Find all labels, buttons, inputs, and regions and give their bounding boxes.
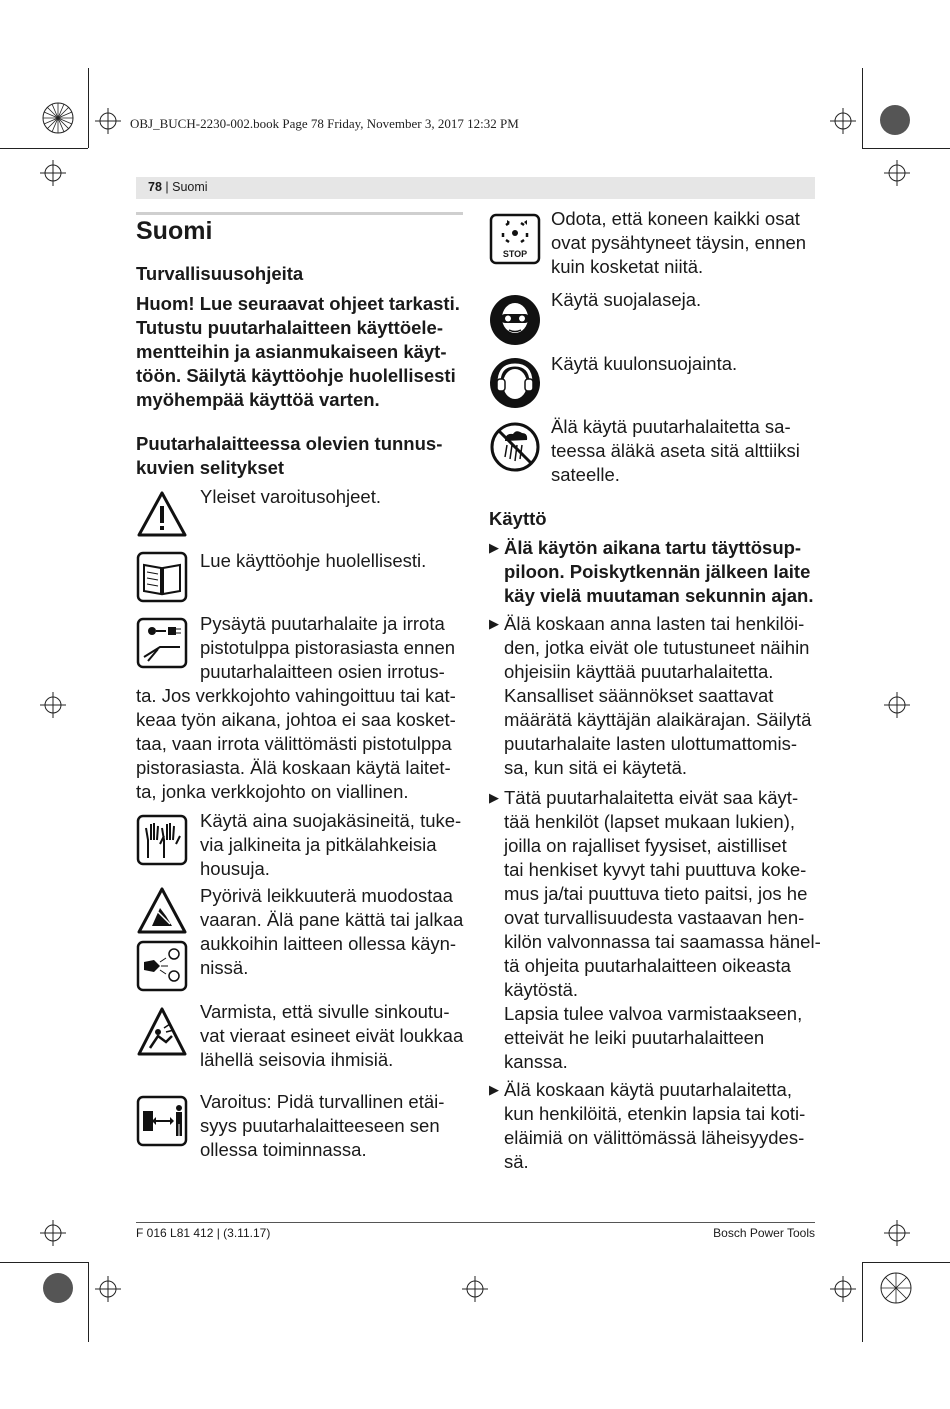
text-line: Älä käytä puutarhalaitetta sa- bbox=[551, 416, 791, 437]
gloves-icon bbox=[136, 814, 188, 866]
crop-line-top-right-h bbox=[862, 148, 950, 149]
text-line: ohjeisiin käyttää puutarhalaitetta. bbox=[504, 661, 774, 682]
bullet-marker: ▶ bbox=[489, 790, 499, 805]
use-heading: Käyttö bbox=[489, 508, 547, 529]
text-line: Käytä aina suojakäsineitä, tuke- bbox=[200, 810, 462, 831]
text-line: sä. bbox=[504, 1151, 529, 1172]
text-line: Älä käytön aikana tartu täyttösup- bbox=[504, 537, 802, 558]
sym-thrown-text bbox=[200, 1000, 465, 1072]
crop-line-bottom-right-v bbox=[862, 1262, 863, 1342]
text-line: pistotulppa pistorasiasta ennen bbox=[200, 637, 456, 658]
running-head: 78 | Suomi bbox=[136, 177, 815, 199]
text-line: kun henkilöitä, etenkin lapsia tai koti- bbox=[504, 1103, 806, 1124]
registration-mark-top-left bbox=[40, 100, 76, 136]
bullet-4-text bbox=[504, 1078, 824, 1174]
text-line: ta, jonka verkkojohto on viallinen. bbox=[136, 781, 409, 802]
text-line: keaa työn aikana, johtoa ei saa kosket- bbox=[136, 709, 456, 730]
symbols-heading-line: kuvien selitykset bbox=[136, 457, 285, 478]
bullet-2-text bbox=[504, 612, 824, 780]
text-line: puutarhalaite lasten ulottumattomis- bbox=[504, 733, 798, 754]
text-line: ovat pysähtyneet täysin, ennen bbox=[551, 232, 807, 253]
sym-unplug-continuation bbox=[136, 684, 466, 804]
sym-gloves-text bbox=[200, 809, 465, 881]
bullet-marker: ▶ bbox=[489, 1082, 499, 1097]
running-section: Suomi bbox=[172, 180, 208, 194]
crosshair-mark-8 bbox=[884, 1220, 910, 1246]
sym-goggles-text bbox=[551, 288, 701, 312]
sym-ear-text bbox=[551, 352, 737, 376]
intro-line: myöhempää käyttöä varten. bbox=[136, 389, 380, 410]
crosshair-mark-11 bbox=[830, 1276, 856, 1302]
crosshair-mark-4 bbox=[884, 160, 910, 186]
intro-line: mentteihin ja asianmukaiseen käyt- bbox=[136, 341, 447, 362]
blade-hand-icon bbox=[136, 940, 188, 992]
warning-triangle-icon bbox=[136, 490, 188, 538]
crop-line-top-left-h bbox=[0, 148, 88, 149]
sym-unplug-text bbox=[200, 612, 465, 684]
crosshair-mark-6 bbox=[884, 692, 910, 718]
text-line: eläimiä on välittömässä läheisyydes- bbox=[504, 1127, 805, 1148]
unplug-icon bbox=[136, 617, 188, 669]
text-line: Varoitus: Pidä turvallinen etäi- bbox=[200, 1091, 445, 1112]
text-line: nissä. bbox=[200, 957, 249, 978]
footer-rule bbox=[136, 1222, 815, 1223]
symbols-heading bbox=[136, 432, 466, 480]
text-line: lähellä seisovia ihmisiä. bbox=[200, 1049, 394, 1070]
intro-line: Huom! Lue seuraavat ohjeet tarkasti. bbox=[136, 293, 460, 314]
text-line: puutarhalaitteen osien irrotus- bbox=[200, 661, 445, 682]
text-line: Yleiset varoitusohjeet. bbox=[200, 486, 381, 507]
crosshair-mark-7 bbox=[40, 1220, 66, 1246]
text-line: määrätä käyttäjän alaikärajan. Säilytä bbox=[504, 709, 812, 730]
crop-line-bottom-left-v bbox=[88, 1262, 89, 1342]
intro-line: töön. Säilytä käyttöohje huolellisesti bbox=[136, 365, 456, 386]
text-line: Tätä puutarhalaitetta eivät saa käyt- bbox=[504, 787, 799, 808]
crosshair-mark-9 bbox=[95, 1276, 121, 1302]
text-line: Älä koskaan käytä puutarhalaitetta, bbox=[504, 1079, 792, 1100]
text-line: Pysäytä puutarhalaite ja irrota bbox=[200, 613, 445, 634]
text-line: pistorasiasta. Älä koskaan käytä laitet- bbox=[136, 757, 451, 778]
bullet-1-text bbox=[504, 536, 824, 608]
intro-line: Tutustu puutarhalaitteen käyttöele- bbox=[136, 317, 443, 338]
text-line: ovat turvallisuudesta vastaavan hen- bbox=[504, 907, 805, 928]
text-line: sa, kun sitä ei käytetä. bbox=[504, 757, 688, 778]
bullet-marker: ▶ bbox=[489, 540, 499, 555]
ear-protection-icon bbox=[489, 357, 541, 409]
sym-rain-text bbox=[551, 415, 816, 487]
crop-line-bottom-left-h bbox=[0, 1262, 88, 1263]
footer-brand: Bosch Power Tools bbox=[713, 1226, 815, 1240]
text-line: Älä koskaan anna lasten tai henkilöi- bbox=[504, 613, 805, 634]
text-line: ta. Jos verkkojohto vahingoittuu tai kat- bbox=[136, 685, 456, 706]
text-line: Varmista, että sivulle sinkoutu- bbox=[200, 1001, 450, 1022]
text-line: käy vielä muutaman sekunnin ajan. bbox=[504, 585, 814, 606]
text-line: via jalkineita ja pitkälahkeisia bbox=[200, 834, 437, 855]
sym-distance-text bbox=[200, 1090, 465, 1162]
registration-mark-bottom-left bbox=[40, 1270, 76, 1306]
safe-distance-icon bbox=[136, 1095, 188, 1147]
crosshair-mark-1 bbox=[95, 108, 121, 134]
symbols-heading-line: Puutarhalaitteessa olevien tunnus- bbox=[136, 433, 443, 454]
sym-manual-text bbox=[200, 549, 426, 573]
text-line: kuin kosketat niitä. bbox=[551, 256, 704, 277]
print-header: OBJ_BUCH-2230-002.book Page 78 Friday, November 3, 2017 12:32 PM bbox=[130, 116, 519, 131]
text-line: mus ja/tai puuttuva tieto paitsi, jos he bbox=[504, 883, 808, 904]
text-line: housuja. bbox=[200, 858, 270, 879]
text-line: ollessa toiminnassa. bbox=[200, 1139, 367, 1160]
crop-line-top-right-v bbox=[862, 68, 863, 148]
page-title: Suomi bbox=[136, 217, 213, 245]
bullet-3-text bbox=[504, 786, 824, 1074]
text-line: syys puutarhalaitteeseen sen bbox=[200, 1115, 440, 1136]
text-line: Kansalliset säännökset saattavat bbox=[504, 685, 774, 706]
manual-book-icon bbox=[136, 551, 188, 603]
text-line: piloon. Poiskytkennän jälkeen laite bbox=[504, 561, 811, 582]
text-line: taa, vaan irrota välittömästi pistotulppa bbox=[136, 733, 452, 754]
text-line: etteivät he leiki puutarhalaitteen bbox=[504, 1027, 765, 1048]
page-number: 78 bbox=[148, 180, 162, 194]
stop-label: STOP bbox=[502, 249, 528, 259]
text-line: Odota, että koneen kaikki osat bbox=[551, 208, 800, 229]
text-line: den, jotka eivät ole tutustuneet näihin bbox=[504, 637, 810, 658]
registration-mark-top-right bbox=[878, 103, 912, 137]
text-line: kanssa. bbox=[504, 1051, 568, 1072]
bullet-marker: ▶ bbox=[489, 616, 499, 631]
footer-doc-number: F 016 L81 412 | (3.11.17) bbox=[136, 1226, 271, 1240]
text-line: vat vieraat esineet eivät loukkaa bbox=[200, 1025, 464, 1046]
stop-wait-icon bbox=[489, 213, 541, 265]
crosshair-mark-5 bbox=[40, 692, 66, 718]
rotating-blade-warning-icon bbox=[136, 886, 188, 936]
intro-paragraph bbox=[136, 292, 466, 412]
text-line: tai henkiset kyvyt tahi puuttuva koke- bbox=[504, 859, 807, 880]
text-line: Lue käyttöohje huolellisesti. bbox=[200, 550, 427, 571]
sym-blade-text bbox=[200, 884, 465, 980]
text-line: Käytä kuulonsuojainta. bbox=[551, 353, 738, 374]
text-line: kilön valvonnassa tai saamassa hänel- bbox=[504, 931, 821, 952]
safety-goggles-icon bbox=[489, 294, 541, 346]
crosshair-mark-2 bbox=[830, 108, 856, 134]
text-line: käytöstä. bbox=[504, 979, 579, 1000]
crosshair-mark-10 bbox=[462, 1276, 488, 1302]
text-line: sateelle. bbox=[551, 464, 620, 485]
crop-line-bottom-right-h bbox=[862, 1262, 950, 1263]
no-rain-icon bbox=[489, 421, 541, 473]
text-line: tää henkilöt (lapset mukaan lukien), bbox=[504, 811, 796, 832]
crop-line-top-left-v bbox=[88, 68, 89, 148]
crosshair-mark-3 bbox=[40, 160, 66, 186]
section-rule bbox=[136, 212, 463, 215]
text-line: joilla on rajalliset fyysiset, aistilliset bbox=[504, 835, 787, 856]
text-line: Lapsia tulee valvoa varmistaakseen, bbox=[504, 1003, 803, 1024]
registration-mark-bottom-right bbox=[878, 1270, 914, 1306]
text-line: aukkoihin laitteen ollessa käyn- bbox=[200, 933, 457, 954]
text-line: vaaran. Älä pane kättä tai jalkaa bbox=[200, 909, 464, 930]
text-line: teessa äläkä aseta sitä alttiiksi bbox=[551, 440, 800, 461]
sym-stop-text bbox=[551, 207, 816, 279]
safety-heading: Turvallisuusohjeita bbox=[136, 263, 304, 284]
thrown-objects-warning-icon bbox=[136, 1006, 188, 1058]
text-line: Pyörivä leikkuuterä muodostaa bbox=[200, 885, 453, 906]
text-line: tä ohjeita puutarhalaitteen oikeasta bbox=[504, 955, 791, 976]
sym-general-text bbox=[200, 485, 381, 509]
text-line: Käytä suojalaseja. bbox=[551, 289, 702, 310]
